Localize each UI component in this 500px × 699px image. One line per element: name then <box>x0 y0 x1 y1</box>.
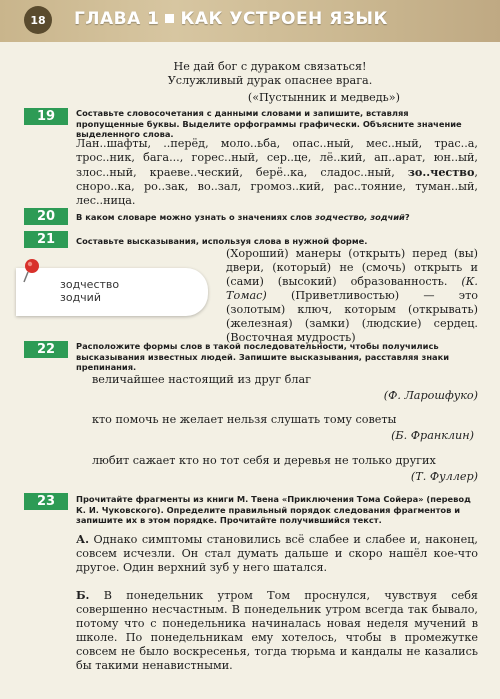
exercise-number: 21 <box>24 231 68 248</box>
task-words: зодчество, зодчий <box>315 212 405 222</box>
exercise-text <box>226 247 478 345</box>
scrambled-quote: величайшее настоящий из друг благ <box>92 373 311 386</box>
statement: (Хороший) манеры (открыть) перед (вы) двери, (который) не (смочь) открыть и (сами) (высокий) образованность. <box>226 247 478 288</box>
chapter-title <box>74 9 388 29</box>
statement-author: (К. Томас) <box>226 275 478 302</box>
fragment-label: А. <box>76 532 90 546</box>
word-list-end: , сноро..ка, ро..зак, во..зал, громоз..кий, рас..тояние, туман..ый, лес..ница. <box>76 166 478 207</box>
page-number: 18 <box>24 6 52 34</box>
exercise-task: Составьте высказывания, используя слова в нужной форме. <box>76 236 368 246</box>
fragment-text: В понедельник утром Том проснулся, чувствуя себя совершенно несчастным. В понедельник утром всегда так бывало, потому что с понедельника начиналась новая неделя мучений в школе. По понедельникам ему хотелось, чтобы в промежутке совсем не было воскресенья, тогда тюрьма и кандалы не казались бы такими ненавистными. <box>76 589 478 672</box>
exercise-text <box>76 137 478 208</box>
statement: (Приветливостью) — это (золотым) ключ, которым (открывать) (железная) (замки) (людские) сердец. <box>226 289 478 330</box>
vocabulary-note <box>16 268 208 316</box>
quote-author: (Ф. Ларошфуко) <box>383 389 478 402</box>
exercise-number: 19 <box>24 108 68 125</box>
note-words <box>60 278 119 304</box>
epigraph-line: Не дай бог с дураком связаться! <box>173 60 367 73</box>
task-text: В каком словаре можно узнать о значениях слов <box>76 212 316 222</box>
epigraph-source: («Пустынник и медведь») <box>247 91 400 104</box>
fragment-text: Однако симптомы становились всё слабее и слабее и, наконец, совсем исчезли. Он стал думать дальше и скоро нашёл кое-что другое. Один верхний зуб у него шатался. <box>76 533 478 574</box>
text-fragment <box>76 588 478 673</box>
square-icon <box>165 14 174 23</box>
fragment-label: Б. <box>76 588 90 602</box>
statement-author: (Восточная мудрость) <box>226 331 356 344</box>
scrambled-quote: кто помочь не желает нельзя слушать тому советы <box>92 413 397 426</box>
word-list: Лан..шафты, ..перёд, моло..ьба, опас..ный, мес..ный, трас..а, трос..ник, бага..., горес..ный, сер..це, лё..кий, ап..арат, юн..ый, злос..ный, краеве..ческий, берё..ка, сладос..ный, <box>76 137 478 179</box>
epigraph-line: Услужливый дурак опаснее врага. <box>167 74 373 87</box>
note-word: зодчий <box>60 291 101 304</box>
task-suffix: ? <box>404 212 410 222</box>
exercise-task: Расположите формы слов в такой последовательности, чтобы получились высказывания известных людей. Запишите высказывания, расставляя знаки препинания. <box>76 341 450 372</box>
quote-author: (Т. Фуллер) <box>410 470 478 483</box>
chapter-label: ГЛАВА 1 <box>74 9 160 29</box>
pushpin-icon <box>22 258 42 284</box>
exercise-task: Составьте словосочетания с данными словами и запишите, вставляя пропущенные буквы. Выделите орфограммы графически. Объясните значение выделенного слова. <box>76 108 462 139</box>
note-word: зодчество <box>60 278 120 291</box>
exercise-task <box>76 212 478 223</box>
text-fragment <box>76 532 478 575</box>
exercise-task: Прочитайте фрагменты из книги М. Твена «Приключения Тома Сойера» (перевод К. И. Чуковского). Определите правильный порядок следования фрагментов и запишите их в этом порядке. Прочитайте получившийся текст. <box>76 494 471 525</box>
scrambled-quote: любит сажает кто но тот себя и деревья не только других <box>92 454 436 467</box>
epigraph <box>140 60 400 105</box>
chapter-name: КАК УСТРОЕН ЯЗЫК <box>180 9 388 29</box>
exercise-number: 22 <box>24 341 68 358</box>
chapter-header <box>0 0 500 42</box>
highlighted-word: зо..чество <box>407 165 475 179</box>
quote-author: (Б. Франклин) <box>391 429 474 442</box>
exercise-number: 20 <box>24 208 68 225</box>
exercise-number: 23 <box>24 493 68 510</box>
